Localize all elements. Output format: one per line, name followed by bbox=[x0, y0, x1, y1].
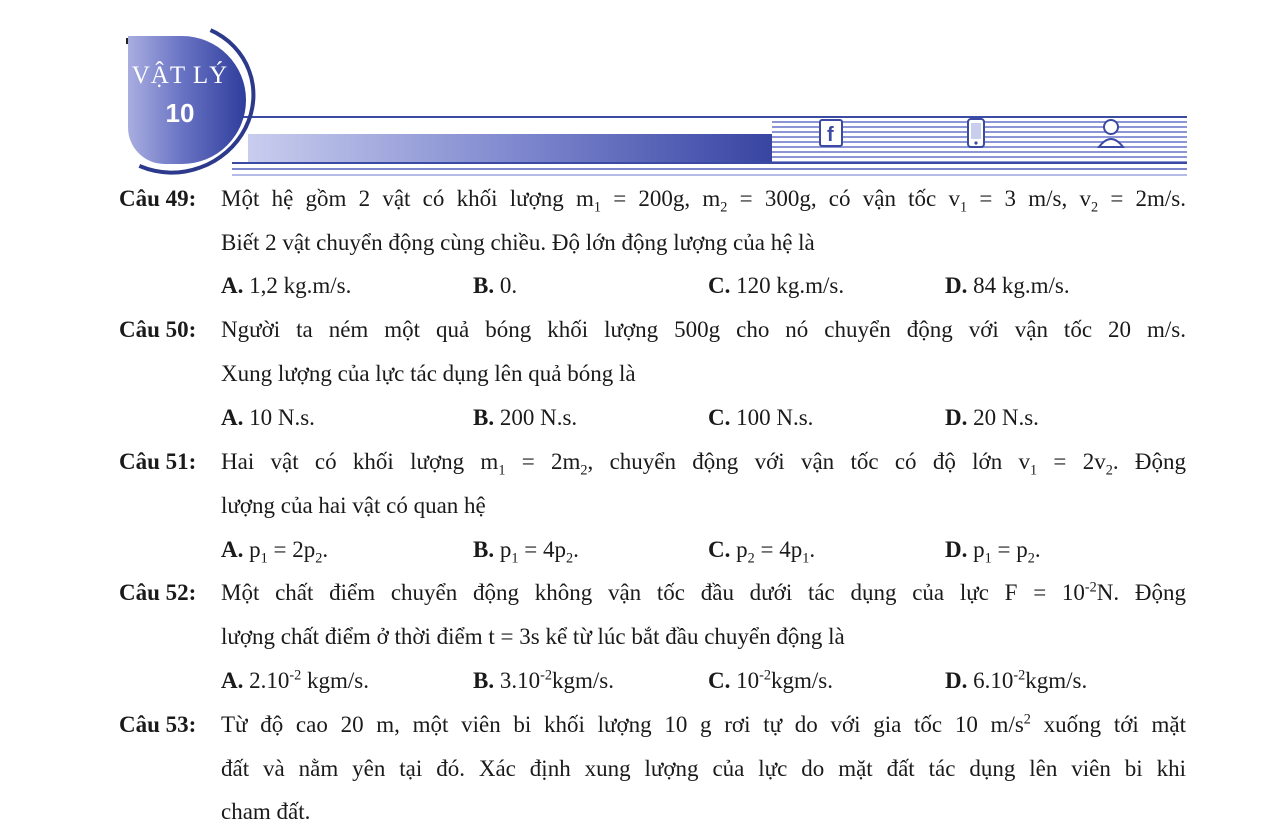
badge-mark bbox=[126, 38, 128, 44]
option-c[interactable]: C. $10^{-2}kgm/s$. bbox=[708, 667, 833, 693]
option-c[interactable]: C. 120 kg.m/s. bbox=[708, 273, 845, 298]
page-header bbox=[0, 0, 1275, 180]
question-text-line: đất và nằm yên tại đó. Xác định xung lượng của lực do mặt đất tác dụng lên viên bi khi bbox=[221, 756, 1186, 781]
question-label: Câu 49: bbox=[119, 186, 197, 211]
option-c[interactable]: C. 100 N.s. bbox=[708, 405, 814, 430]
question-label: Câu 51: bbox=[119, 449, 197, 474]
question-label: Câu 53: bbox=[119, 712, 197, 737]
header-gradient-band bbox=[248, 134, 818, 162]
question-text-line: Xung lượng của lực tác dụng lên quả bóng là bbox=[221, 361, 636, 386]
grade-number: 10 bbox=[165, 98, 195, 128]
option-d[interactable]: D. 84 kg.m/s. bbox=[945, 273, 1070, 298]
option-b[interactable]: B. $p_1 = 4p_2$. bbox=[473, 537, 579, 567]
header-stripes bbox=[232, 112, 1187, 178]
user-icon[interactable] bbox=[1096, 118, 1126, 148]
phone-icon[interactable] bbox=[964, 118, 988, 148]
question-text-line: Từ độ cao 20 m, một viên bi khối lượng 10 g rơi tự do với gia tốc 10 $m/s^2$ xuống tới mặt bbox=[221, 711, 1186, 737]
option-d[interactable]: D. $p_1 = p_2$. bbox=[945, 537, 1041, 567]
question-text-line: Một chất điểm chuyển động không vận tốc đầu dưới tác dụng của lực $F = 10^{-2}N$. Động bbox=[221, 579, 1186, 605]
question-text-line: Người ta ném một quả bóng khối lượng 500g cho nó chuyển động với vận tốc 20 m/s. bbox=[221, 317, 1186, 342]
facebook-icon[interactable] bbox=[819, 118, 843, 148]
svg-text:f: f bbox=[827, 124, 834, 146]
option-b[interactable]: B. 0. bbox=[473, 273, 518, 298]
option-a[interactable]: A. $p_1 = 2p_2$. bbox=[221, 537, 329, 567]
question-label: Câu 50: bbox=[119, 317, 197, 342]
question-label: Câu 52: bbox=[119, 580, 197, 605]
question-text-line: lượng của hai vật có quan hệ bbox=[221, 493, 486, 518]
question-text-line: Biết 2 vật chuyển động cùng chiều. Độ lớn động lượng của hệ là bbox=[221, 230, 815, 255]
question-text-line: cham đất. bbox=[221, 799, 311, 824]
option-a[interactable]: A. 1,2 kg.m/s. bbox=[221, 273, 352, 298]
option-b[interactable]: B. 200 N.s. bbox=[473, 405, 578, 430]
option-d[interactable]: D. 20 N.s. bbox=[945, 405, 1039, 430]
option-a[interactable]: A. 10 N.s. bbox=[221, 405, 315, 430]
option-c[interactable]: C. $p_2 = 4p_1$. bbox=[708, 537, 816, 567]
question-text-line: Hai vật có khối lượng $m_1 = 2m_2$, chuyển động với vận tốc có độ lớn $v_1 = 2v_2$. Động bbox=[221, 449, 1186, 479]
option-d[interactable]: D. $6.10^{-2}kgm/s$. bbox=[945, 667, 1088, 693]
option-b[interactable]: B. $3.10^{-2}kgm/s$. bbox=[473, 667, 614, 693]
question-text-line: Một hệ gồm 2 vật có khối lượng $m_1 = 200g$, $m_2 = 300g$, có vận tốc $v_1 = 3$ m/s, $v_2 = 2m/s$. bbox=[221, 186, 1187, 216]
option-a[interactable]: A. $2.10^{-2}$ kgm/s. bbox=[221, 667, 369, 693]
question-text-line: lượng chất điểm ở thời điểm t = 3s kể từ lúc bắt đầu chuyển động là bbox=[221, 624, 845, 649]
subject-title: VẬT LÝ bbox=[131, 62, 229, 89]
